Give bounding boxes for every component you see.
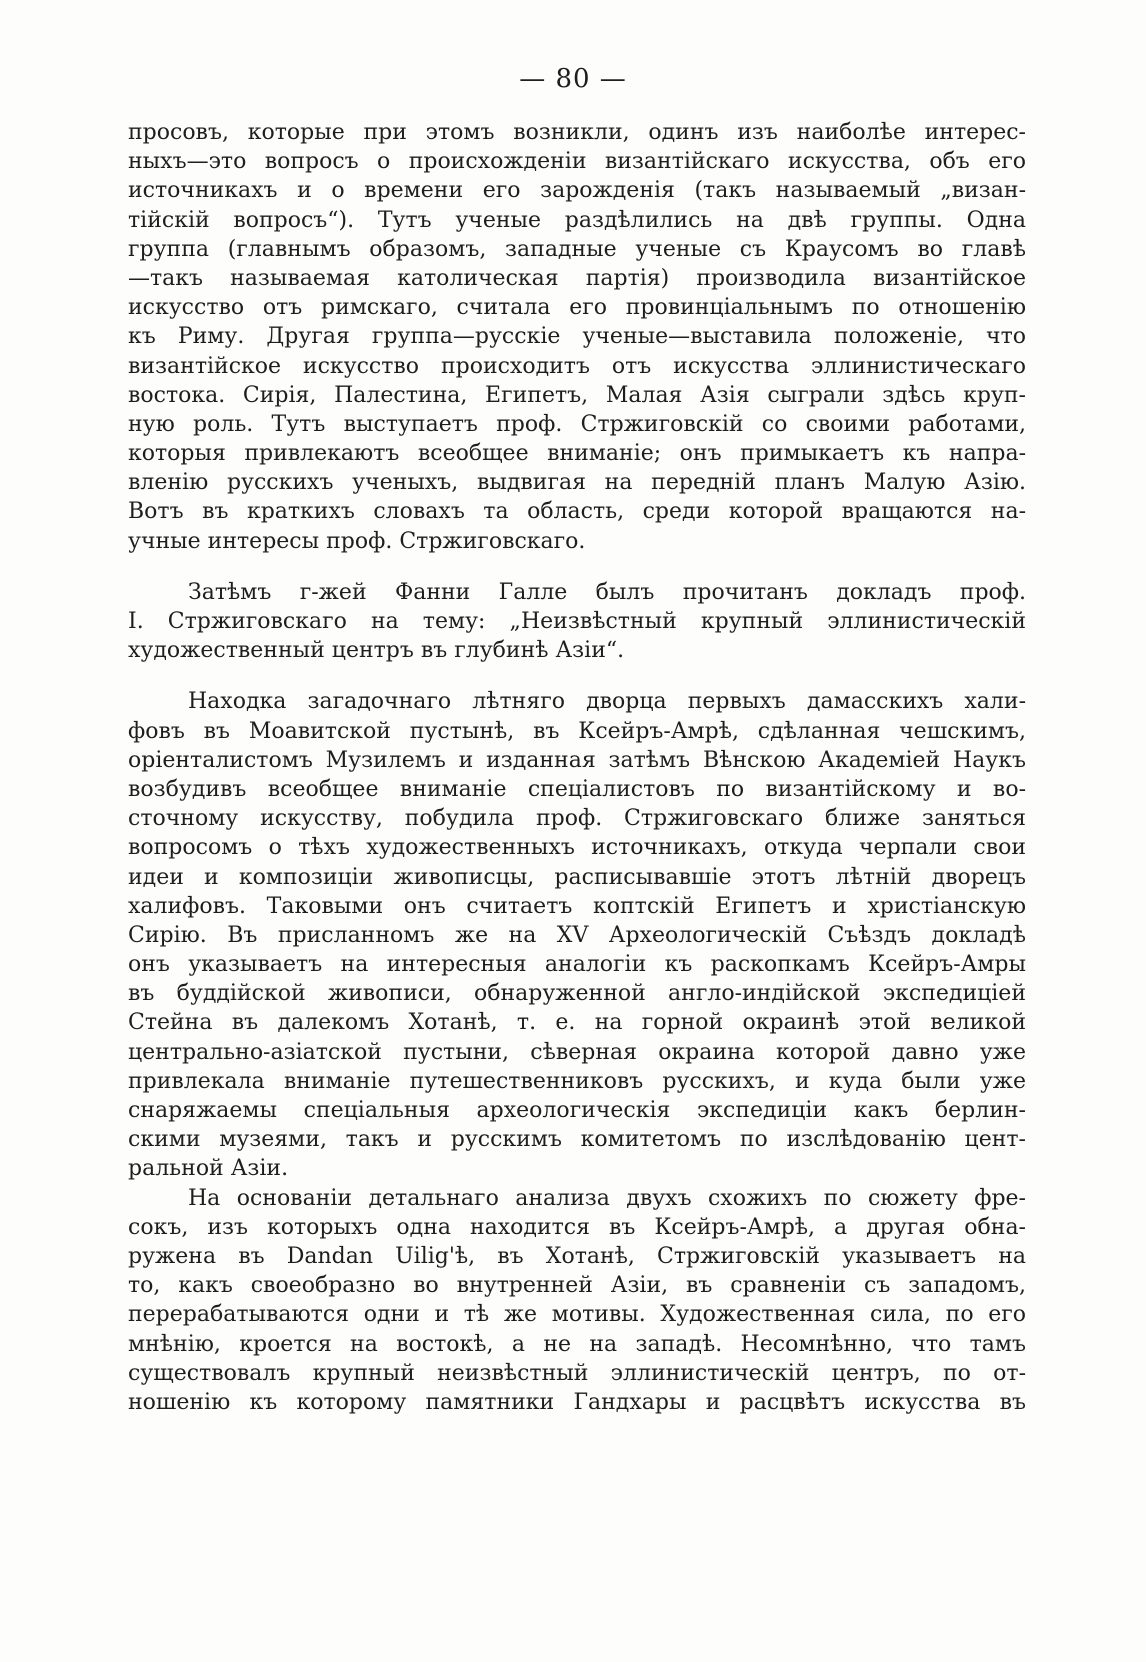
text-line: византійское искусство происходитъ отъ искусства эллинистическаго <box>128 353 1026 379</box>
text-line: ныхъ—это вопросъ о происхожденіи византійскаго искусства, объ его <box>128 149 1026 175</box>
text-line: ношенію къ которому памятники Гандхары и расцвѣтъ искусства въ <box>128 1389 1026 1415</box>
text-line: вопросомъ о тѣхъ художественныхъ источникахъ, откуда черпали свои <box>128 835 1026 861</box>
text-line: сокъ, изъ которыхъ одна находится въ Ксейръ-Амрѣ, а другая обна- <box>128 1214 1026 1240</box>
text-line: онъ указываетъ на интересныя аналогіи къ раскопкамъ Ксейръ-Амры <box>128 952 1026 978</box>
text-line: Вотъ въ краткихъ словахъ та область, среди которой вращаются на- <box>128 499 1026 525</box>
paragraph <box>128 118 1026 556</box>
text-line: существовалъ крупный неизвѣстный эллинистическій центръ, по от- <box>128 1360 1026 1386</box>
paragraph-gap <box>128 665 1026 687</box>
text-line: перерабатываются одни и тѣ же мотивы. Художественная сила, по его <box>128 1302 1026 1328</box>
text-line: І. Стржиговскаго на тему: „Неизвѣстный крупный эллинистическій <box>128 609 1026 634</box>
text-line: фовъ въ Моавитской пустынѣ, въ Ксейръ-Амрѣ, сдѣланная чешскимъ, <box>128 718 1026 744</box>
paragraph <box>128 687 1026 1183</box>
text-line: вленію русскихъ ученыхъ, выдвигая на передній планъ Малую Азію. <box>128 470 1026 496</box>
text-line: возбудивъ всеобщее вниманіе спеціалистовъ по византійскому и во- <box>128 776 1026 802</box>
text-line: Стейна въ далекомъ Хотанѣ, т. е. на горной окраинѣ этой великой <box>128 1010 1026 1036</box>
text-line: искусство отъ римскаго, считала его провинціальнымъ по отношенію <box>128 295 1026 321</box>
text-line: группа (главнымъ образомъ, западные ученые съ Краусомъ во главѣ <box>128 236 1026 262</box>
text-line: идеи и композиціи живописцы, расписывавшіе этотъ лѣтній дворецъ <box>128 864 1026 890</box>
text-line: —такъ называемая католическая партія) производила византійское <box>128 265 1026 291</box>
paragraph <box>128 1184 1026 1418</box>
text-line: художественный центръ въ глубинѣ Азіи“. <box>128 638 625 664</box>
page-number: — 80 — <box>519 64 627 94</box>
paragraph <box>128 578 1026 666</box>
body-text <box>128 118 1026 1417</box>
text-line: ральной Азіи. <box>128 1156 289 1182</box>
text-line: На основаніи детальнаго анализа двухъ схожихъ по сюжету фре- <box>188 1185 1026 1211</box>
text-line: ную роль. Тутъ выступаетъ проф. Стржиговскій со своими работами, <box>128 411 1026 437</box>
text-line: источникахъ и о времени его зарожденія (такъ называемый „визан- <box>128 178 1026 204</box>
text-line: мнѣнію, кроется на востокѣ, а не на западѣ. Несомнѣнно, что тамъ <box>128 1331 1026 1357</box>
paragraph-gap <box>128 556 1026 578</box>
text-line: скими музеями, такъ и русскимъ комитетомъ по изслѣдованію цент- <box>128 1127 1026 1153</box>
text-line: халифовъ. Таковыми онъ считаетъ коптскій Египетъ и христіанскую <box>128 893 1026 919</box>
text-line: ружена въ Dandan Uilig'ѣ, въ Хотанѣ, Стржиговскій указываетъ на <box>128 1243 1026 1269</box>
text-line: которыя привлекаютъ всеобщее вниманіе; онъ примыкаетъ къ напра- <box>128 441 1026 467</box>
text-line: то, какъ своеобразно во внутренней Азіи, въ сравненіи съ западомъ, <box>128 1273 1026 1299</box>
text-line: учные интересы проф. Стржиговскаго. <box>128 528 586 554</box>
text-line: просовъ, которые при этомъ возникли, одинъ изъ наиболѣе интерес- <box>128 120 1026 145</box>
text-line: оріенталистомъ Музилемъ и изданная затѣмъ Вѣнскою Академіей Наукъ <box>128 747 1026 773</box>
text-line: тійскій вопросъ“). Тутъ ученые раздѣлились на двѣ группы. Одна <box>128 207 1026 233</box>
text-line: Находка загадочнаго лѣтняго дворца первыхъ дамасскихъ хали- <box>188 689 1026 715</box>
text-line: сточному искусству, побудила проф. Стржиговскаго ближе заняться <box>128 806 1026 832</box>
text-line: Затѣмъ г-жей Фанни Галле былъ прочитанъ докладъ проф. <box>188 579 1026 605</box>
text-line: привлекала вниманіе путешественниковъ русскихъ, и куда были уже <box>128 1068 1026 1094</box>
text-line: Сирію. Въ присланномъ же на XV Археологическій Съѣздъ докладѣ <box>128 922 1026 948</box>
text-line: въ буддійской живописи, обнаруженной англо-индійской экспедиціей <box>128 981 1026 1007</box>
text-line: къ Риму. Другая группа—русскіе ученые—выставила положеніе, что <box>128 324 1026 350</box>
text-line: центрально-азіатской пустыни, сѣверная окраина которой давно уже <box>128 1039 1026 1065</box>
text-line: снаряжаемы спеціальныя археологическія экспедиціи какъ берлин- <box>128 1098 1026 1123</box>
text-line: востока. Сирія, Палестина, Египетъ, Малая Азія сыграли здѣсь круп- <box>128 382 1026 408</box>
